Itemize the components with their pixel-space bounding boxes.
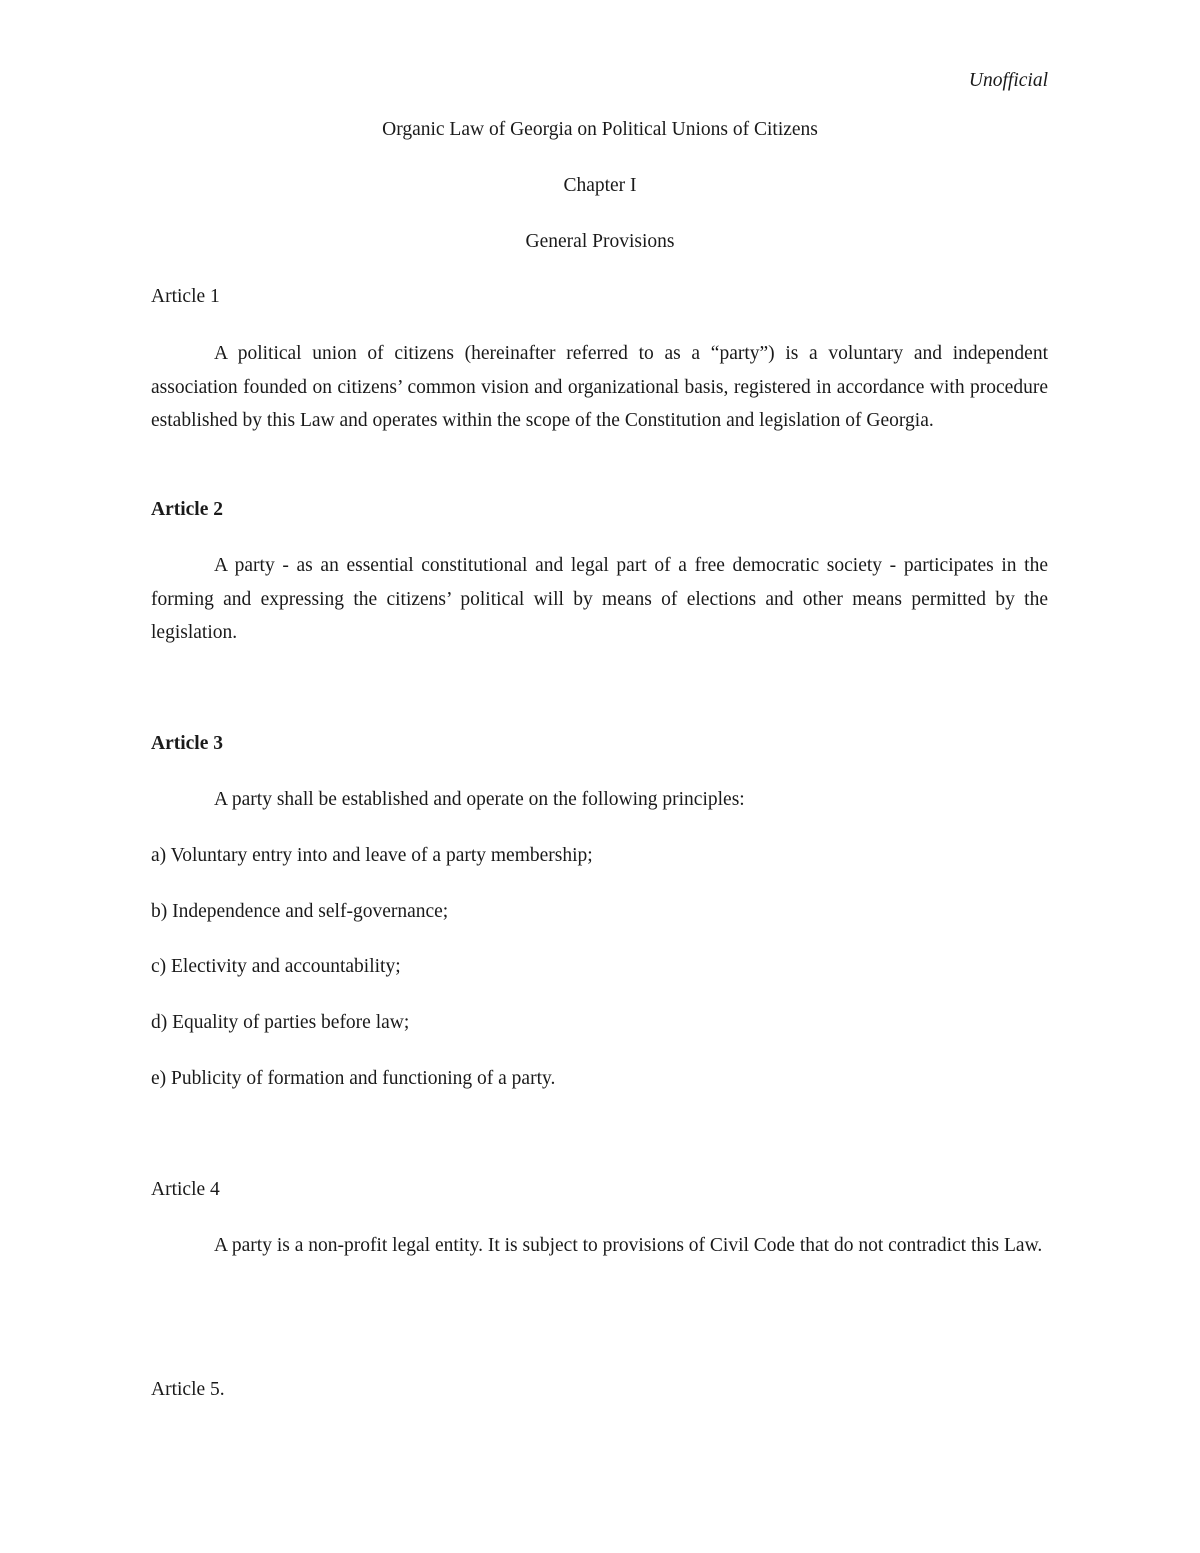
article-3-item-d: d) Equality of parties before law; <box>151 1012 410 1033</box>
unofficial-note: Unofficial <box>968 70 1048 91</box>
article-3-text: A party shall be established and operate on the following principles: <box>214 789 745 810</box>
article-1-text: A political union of citizens (hereinafter referred to as a “party”) is a voluntary and independent association founded on citizens’ common vision and organizational basis, registered in accordance with procedure established by this Law and operates within the scope of the Constitution and legislation of Georgia. <box>151 343 1048 431</box>
chapter-title: General Provisions <box>525 231 675 252</box>
chapter-number: Chapter I <box>563 175 637 196</box>
article-2-text: A party - as an essential constitutional and legal part of a free democratic society - participates in the forming and expressing the citizens’ political will by means of elections and other means permitted by the legislation. <box>151 555 1048 643</box>
article-2-heading: Article 2 <box>151 499 224 520</box>
article-4-heading: Article 4 <box>151 1179 220 1200</box>
article-3-heading: Article 3 <box>151 733 224 754</box>
article-3-item-b: b) Independence and self-governance; <box>151 901 449 922</box>
document-title: Organic Law of Georgia on Political Unions of Citizens <box>382 119 818 140</box>
article-4-text: A party is a non-profit legal entity. It is subject to provisions of Civil Code that do not contradict this Law. <box>214 1235 1043 1256</box>
article-1-heading: Article 1 <box>151 286 220 307</box>
article-3-item-a: a) Voluntary entry into and leave of a party membership; <box>151 845 593 866</box>
article-3-item-c: c) Electivity and accountability; <box>151 956 401 977</box>
article-5-heading: Article 5. <box>151 1379 225 1400</box>
article-3-item-e: e) Publicity of formation and functioning of a party. <box>151 1068 556 1089</box>
